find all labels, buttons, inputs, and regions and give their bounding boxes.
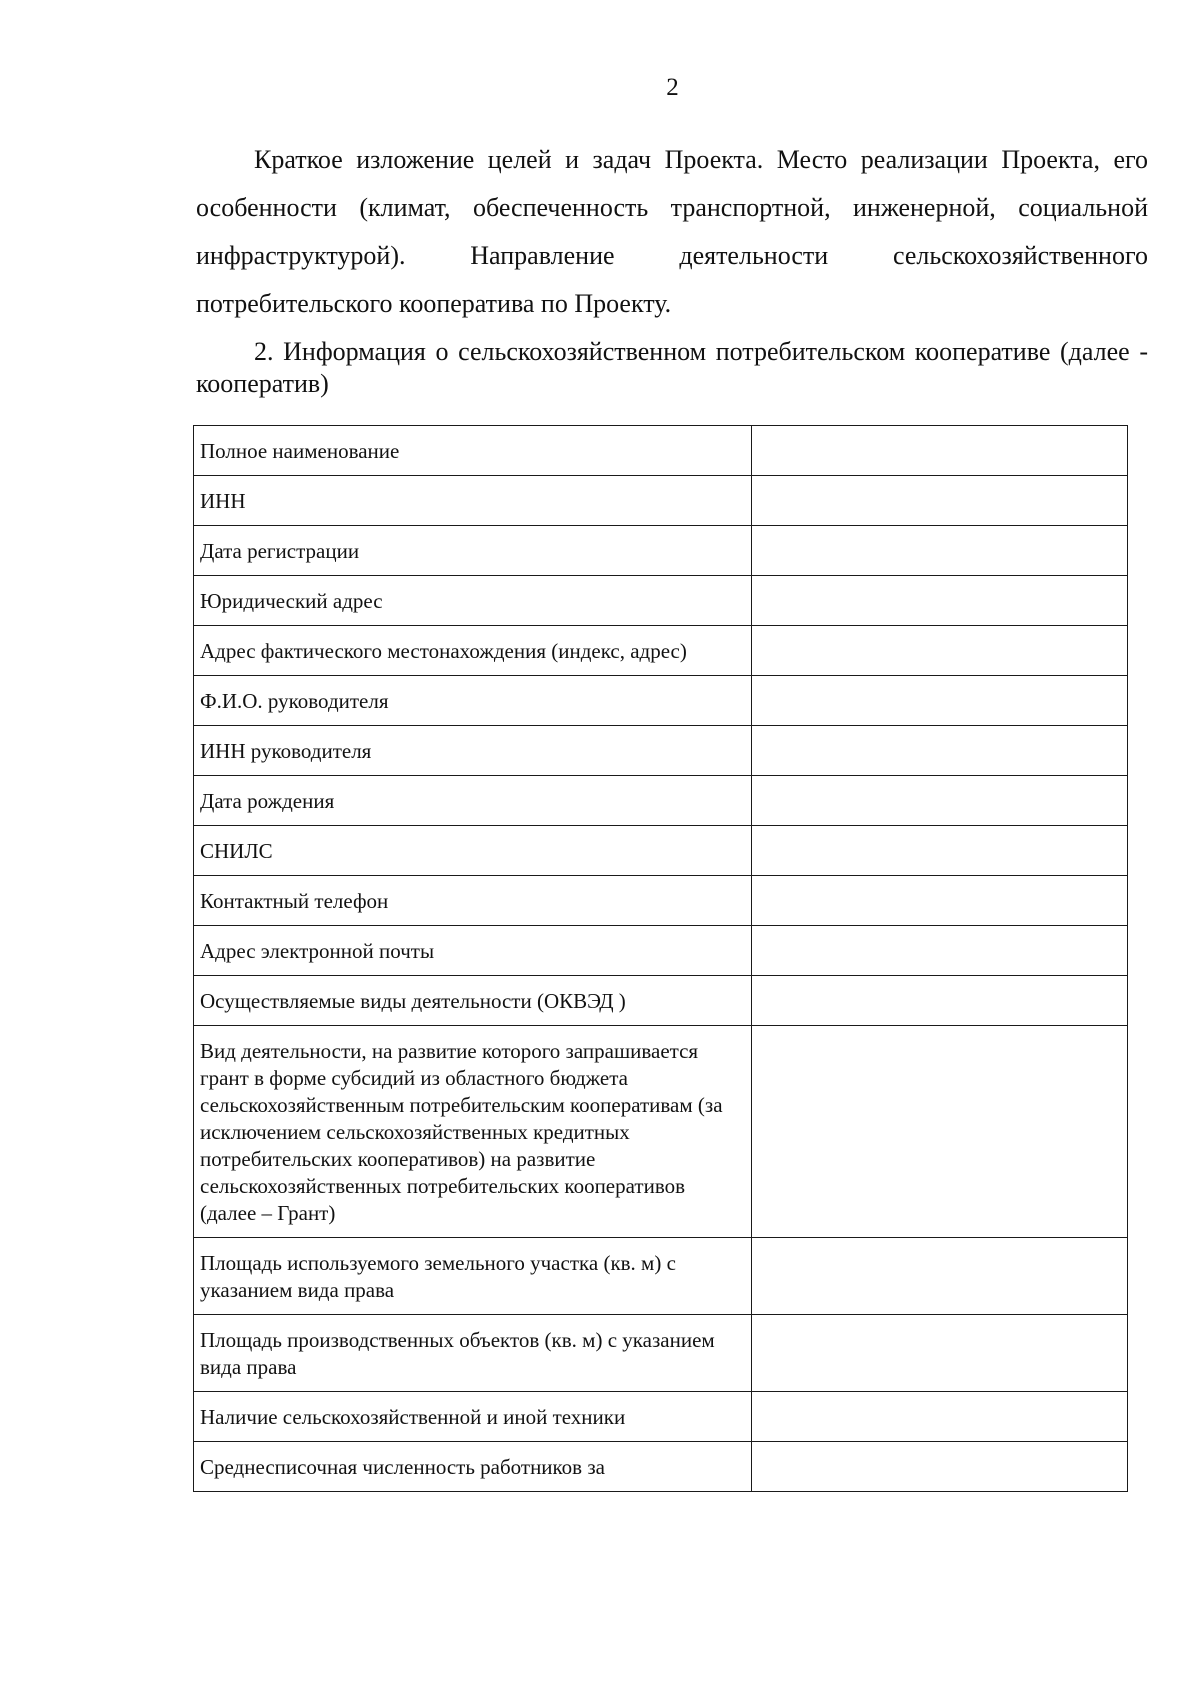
field-label-full-name: Полное наименование xyxy=(194,426,752,476)
table-row xyxy=(194,926,1128,976)
field-value-phone[interactable] xyxy=(752,876,1128,926)
field-value-machinery[interactable] xyxy=(752,1392,1128,1442)
table-row xyxy=(194,1442,1128,1492)
field-label-director-inn: ИНН руководителя xyxy=(194,726,752,776)
cooperative-info-table xyxy=(193,425,1128,1492)
table-row xyxy=(194,726,1128,776)
field-label-facilities-area: Площадь производственных объектов (кв. м) с указанием вида права xyxy=(194,1315,752,1392)
field-value-director-inn[interactable] xyxy=(752,726,1128,776)
table-row xyxy=(194,426,1128,476)
table-row xyxy=(194,826,1128,876)
field-value-snils[interactable] xyxy=(752,826,1128,876)
table-row xyxy=(194,1026,1128,1238)
section-heading: 2. Информация о сельскохозяйственном потребительском кооперативе (далее - кооператив) xyxy=(196,337,1148,398)
field-label-director-name: Ф.И.О. руководителя xyxy=(194,676,752,726)
field-value-land-area[interactable] xyxy=(752,1238,1128,1315)
table-row xyxy=(194,1315,1128,1392)
field-label-snils: СНИЛС xyxy=(194,826,752,876)
field-value-full-name[interactable] xyxy=(752,426,1128,476)
field-label-birth-date: Дата рождения xyxy=(194,776,752,826)
field-label-registration-date: Дата регистрации xyxy=(194,526,752,576)
table-row xyxy=(194,776,1128,826)
field-label-okved: Осуществляемые виды деятельности (ОКВЭД ) xyxy=(194,976,752,1026)
field-label-headcount: Среднесписочная численность работников за xyxy=(194,1442,752,1492)
table-row xyxy=(194,576,1128,626)
field-label-inn: ИНН xyxy=(194,476,752,526)
field-label-legal-address: Юридический адрес xyxy=(194,576,752,626)
table-row xyxy=(194,626,1128,676)
table-row xyxy=(194,676,1128,726)
field-value-director-name[interactable] xyxy=(752,676,1128,726)
field-value-okved[interactable] xyxy=(752,976,1128,1026)
field-value-headcount[interactable] xyxy=(752,1442,1128,1492)
field-value-grant-activity[interactable] xyxy=(752,1026,1128,1238)
table-row xyxy=(194,526,1128,576)
field-label-grant-activity: Вид деятельности, на развитие которого запрашивается грант в форме субсидий из областного бюджета сельскохозяйственным потребительским кооперативам (за исключением сельскохозяйственных кредитных потребительских кооперативов) на развитие сельскохозяйственных потребительских кооперативов (далее – Грант) xyxy=(194,1026,752,1238)
table-row xyxy=(194,976,1128,1026)
intro-paragraph: Краткое изложение целей и задач Проекта. Место реализации Проекта, его особенности (климат, обеспеченность транспортной, инженерной, социальной инфраструктурой). Направление деятельности сельскохозяйственного потребительского кооператива по Проекту. xyxy=(196,145,1148,318)
field-value-actual-address[interactable] xyxy=(752,626,1128,676)
table-row xyxy=(194,1392,1128,1442)
field-value-birth-date[interactable] xyxy=(752,776,1128,826)
field-label-email: Адрес электронной почты xyxy=(194,926,752,976)
field-label-machinery: Наличие сельскохозяйственной и иной техники xyxy=(194,1392,752,1442)
table-row xyxy=(194,1238,1128,1315)
field-value-inn[interactable] xyxy=(752,476,1128,526)
page-number: 2 xyxy=(666,74,679,101)
field-value-facilities-area[interactable] xyxy=(752,1315,1128,1392)
field-value-legal-address[interactable] xyxy=(752,576,1128,626)
field-value-email[interactable] xyxy=(752,926,1128,976)
table-row xyxy=(194,476,1128,526)
field-label-phone: Контактный телефон xyxy=(194,876,752,926)
field-value-registration-date[interactable] xyxy=(752,526,1128,576)
table-row xyxy=(194,876,1128,926)
field-label-actual-address: Адрес фактического местонахождения (индекс, адрес) xyxy=(194,626,752,676)
field-label-land-area: Площадь используемого земельного участка (кв. м) с указанием вида права xyxy=(194,1238,752,1315)
